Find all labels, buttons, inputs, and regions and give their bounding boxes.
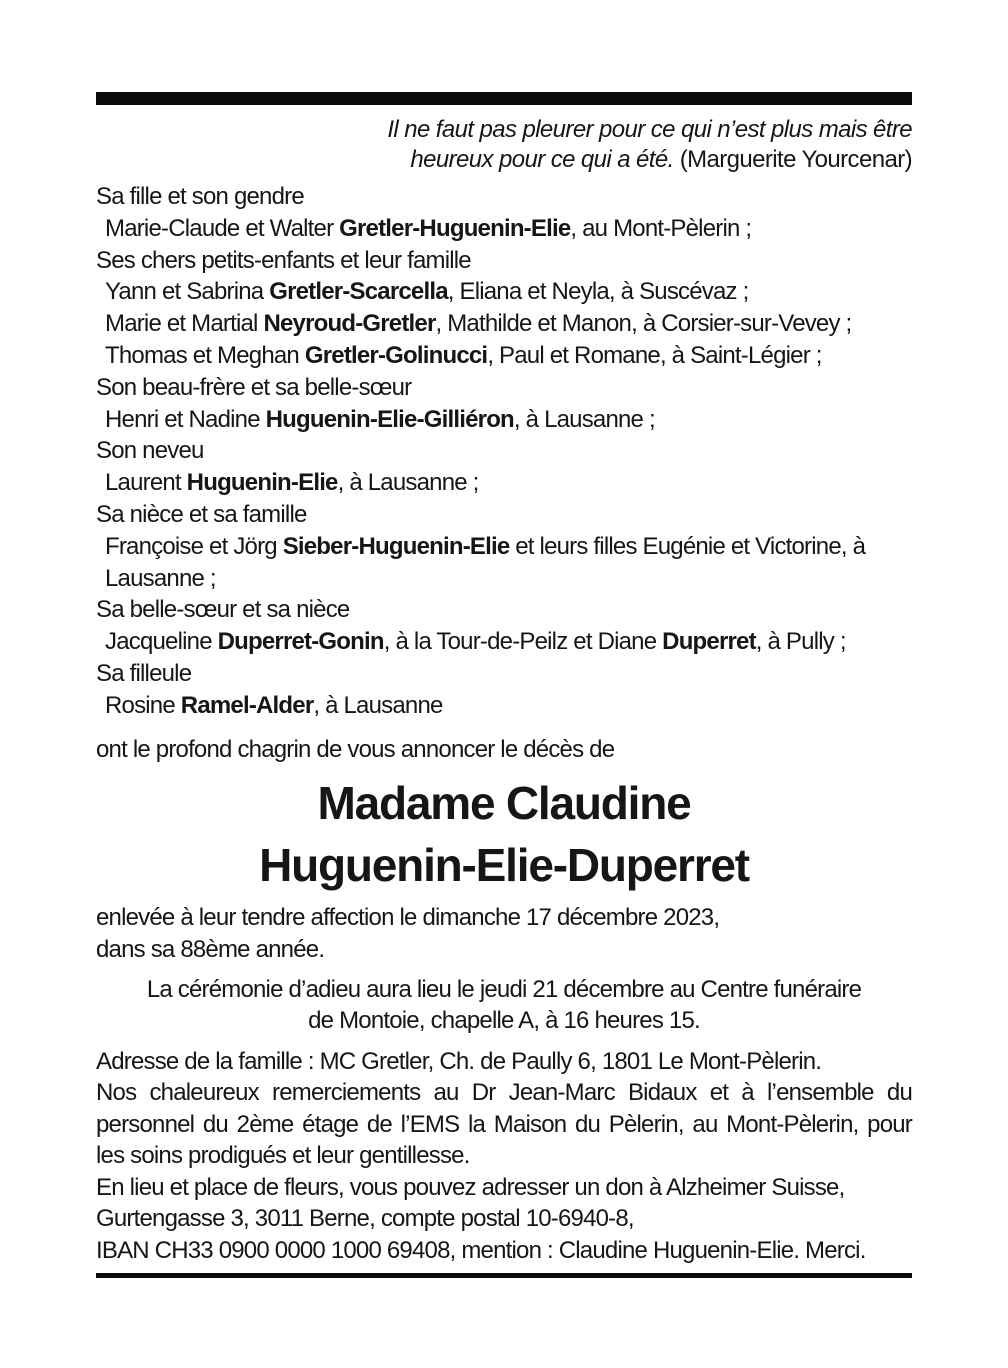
quote-line-2 — [96, 145, 912, 175]
family-surname: Sieber-Huguenin-Elie — [282, 532, 510, 560]
family-surname: Gretler-Golinucci — [304, 341, 488, 369]
family-surname: Neyroud-Gretler — [263, 310, 436, 338]
family-line-entry — [96, 467, 912, 499]
obituary-notice — [0, 92, 1008, 1278]
ceremony-paragraph — [96, 974, 912, 1036]
family-line-entry — [96, 308, 912, 340]
top-rule — [96, 92, 912, 105]
family-line-entry — [96, 531, 912, 595]
family-line-entry — [96, 340, 912, 372]
family-line-label — [96, 435, 912, 467]
family-text: Marie et Martial — [105, 310, 264, 338]
family-text: Sa fille et son gendre — [96, 183, 304, 210]
announcement-line: ont le profond chagrin de vous annoncer le décès de — [96, 735, 615, 763]
family-text: Rosine — [105, 691, 181, 719]
iban-line: IBAN CH33 0900 0000 1000 69408, mention : Claudine Huguenin-Elie. Merci. — [96, 1236, 866, 1264]
family-text: Ses chers petits-enfants et leur famille — [96, 246, 471, 274]
family-line-entry — [96, 276, 912, 308]
donation-line-2: Gurtengasse 3, 3011 Berne, compte postal 10-6940-8, — [96, 1205, 634, 1233]
family-text: Yann et Sabrina — [105, 278, 270, 306]
family-text: Jacqueline — [105, 628, 218, 656]
family-line-label — [96, 658, 912, 690]
family-text: , à la Tour-de-Peilz et Diane — [383, 628, 663, 656]
family-text: Sa nièce et sa famille — [96, 500, 307, 528]
family-text: , à Lausanne ; — [337, 469, 479, 497]
death-date-line-2: dans sa 88ème année. — [96, 935, 325, 963]
family-text: Son neveu — [96, 437, 204, 465]
family-text: et leurs filles Eugénie et Victorine, à Lausanne ; — [105, 532, 866, 592]
family-surname: Ramel-Alder — [180, 691, 314, 719]
memorial-quote — [96, 115, 912, 175]
family-line-label — [96, 372, 912, 404]
death-date-paragraph — [96, 902, 912, 966]
family-text: , Eliana et Neyla, à Suscévaz ; — [447, 278, 749, 306]
family-text: Marie-Claude et Walter — [105, 214, 340, 242]
bottom-rule — [96, 1273, 912, 1278]
family-line-entry — [96, 690, 912, 722]
family-text: , à Lausanne — [313, 691, 443, 719]
family-surname: Huguenin-Elie — [186, 469, 338, 497]
deceased-name — [96, 772, 912, 896]
family-text: , à Pully ; — [755, 628, 846, 656]
donation-line-1: En lieu et place de fleurs, vous pouvez adresser un don à Alzheimer Suisse, — [96, 1173, 845, 1201]
family-line-entry — [96, 213, 912, 245]
family-surname: Gretler-Huguenin-Elie — [339, 214, 571, 242]
deceased-name-line-2: Huguenin-Elie-Duperret — [259, 838, 749, 891]
family-line-label — [96, 594, 912, 626]
quote-attribution: (Marguerite Yourcenar) — [673, 146, 912, 173]
family-text: Son beau-frère et sa belle-sœur — [96, 373, 412, 401]
deceased-name-line-1: Madame Claudine — [317, 776, 691, 829]
quote-line-1: Il ne faut pas pleurer pour ce qui n’est plus mais être — [387, 116, 912, 143]
ceremony-line-2: de Montoie, chapelle A, à 16 heures 15. — [308, 1006, 700, 1034]
family-text: , à Lausanne ; — [513, 405, 655, 433]
family-list — [96, 181, 912, 722]
thanks-paragraph: Nos chaleureux remerciements au Dr Jean-Marc Bidaux et à l’ensemble du personnel du 2ème étage de l’EMS la Maison du Pèlerin, au Mont-Pèlerin, pour les soins prodigués et leur gentillesse. — [96, 1079, 912, 1170]
family-text: Henri et Nadine — [105, 405, 266, 433]
practical-info — [96, 1046, 912, 1267]
family-line-label — [96, 245, 912, 277]
family-surname: Duperret-Gonin — [217, 628, 384, 656]
family-line-label — [96, 181, 912, 213]
family-line-entry — [96, 626, 912, 658]
family-line-label — [96, 499, 912, 531]
family-text: Françoise et Jörg — [105, 532, 283, 560]
quote-line-2-text: heureux pour ce qui a été. — [410, 146, 674, 173]
death-date-line-1: enlevée à leur tendre affection le dimanche 17 décembre 2023, — [96, 903, 720, 931]
family-text: Laurent — [105, 469, 187, 497]
family-text: , Mathilde et Manon, à Corsier-sur-Vevey ; — [435, 310, 852, 338]
family-text: , Paul et Romane, à Saint-Légier ; — [487, 341, 822, 369]
family-line-entry — [96, 404, 912, 436]
family-surname: Huguenin-Elie-Gilliéron — [265, 405, 514, 433]
family-address-line: Adresse de la famille : MC Gretler, Ch. de Paully 6, 1801 Le Mont-Pèlerin. — [96, 1047, 822, 1075]
family-text: Thomas et Meghan — [105, 341, 305, 369]
family-text: Sa belle-sœur et sa nièce — [96, 596, 350, 624]
family-text: Sa filleule — [96, 659, 192, 687]
family-surname: Duperret — [662, 628, 756, 656]
ceremony-line-1: La cérémonie d’adieu aura lieu le jeudi 21 décembre au Centre funéraire — [146, 975, 862, 1003]
family-surname: Gretler-Scarcella — [269, 278, 448, 306]
family-text: , au Mont-Pèlerin ; — [570, 214, 752, 242]
